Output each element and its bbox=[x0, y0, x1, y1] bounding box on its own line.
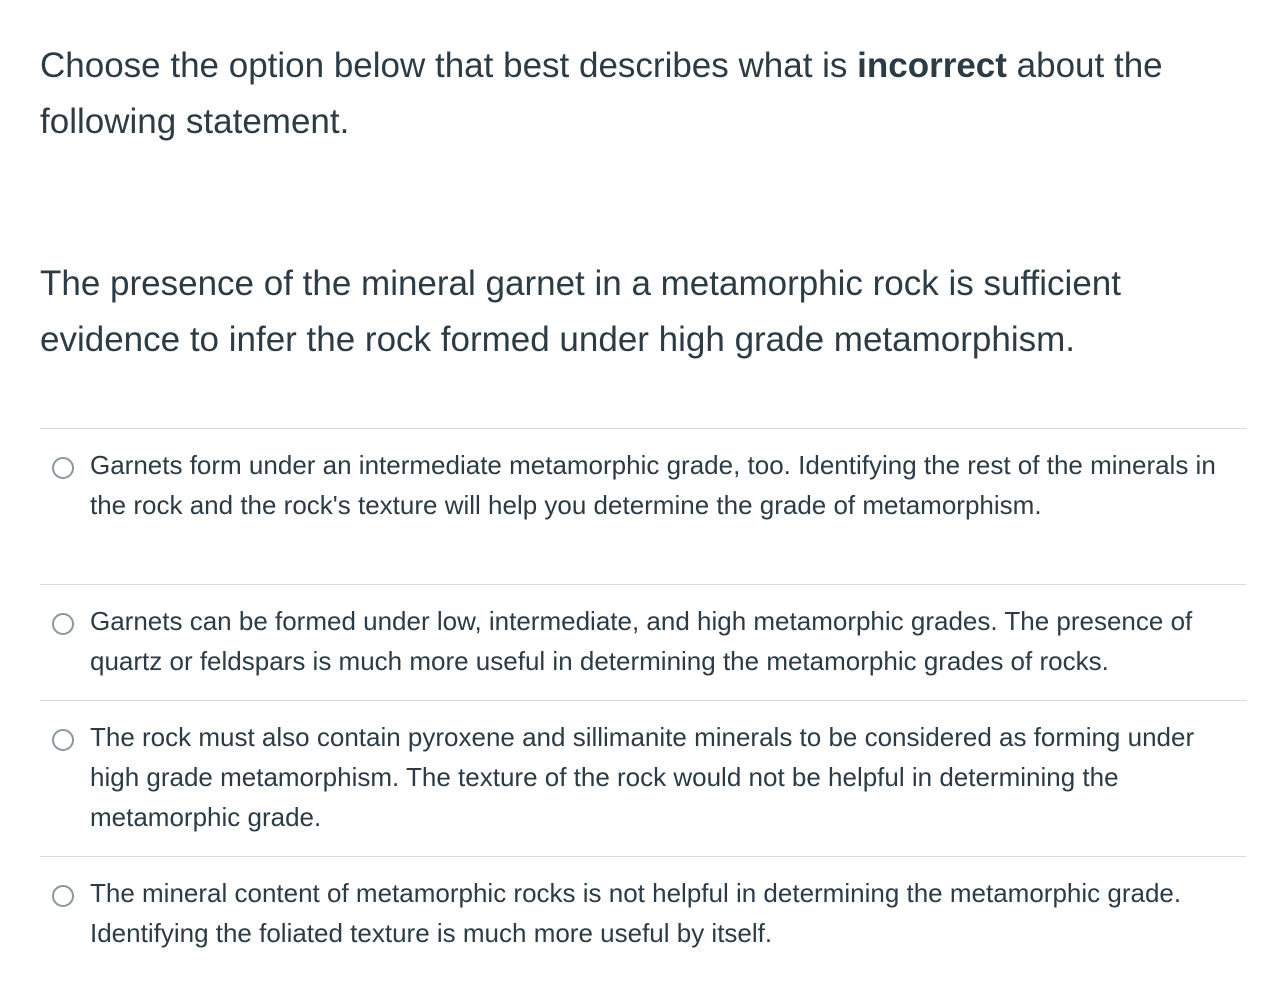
answer-option-2[interactable] bbox=[40, 584, 1246, 700]
answer-label[interactable]: Garnets form under an intermediate metamorphic grade, too. Identifying the rest of the minerals in the rock and the rock's texture will help you determine the grade of metamorphism. bbox=[90, 450, 1216, 520]
answer-label[interactable]: The rock must also contain pyroxene and sillimanite minerals to be considered as forming under high grade metamorphism. The texture of the rock would not be helpful in determining the metamorphic grade. bbox=[90, 722, 1195, 832]
answer-label[interactable]: Garnets can be formed under low, intermediate, and high metamorphic grades. The presence of quartz or feldspars is much more useful in determining the metamorphic grades of rocks. bbox=[90, 606, 1193, 676]
radio-button[interactable] bbox=[52, 613, 74, 635]
prompt-text-start: Choose the option below that best describes what is bbox=[40, 46, 858, 85]
question-statement: The presence of the mineral garnet in a metamorphic rock is sufficient evidence to infer the rock formed under high grade metamorphism. bbox=[40, 264, 1121, 359]
prompt-emphasis: incorrect bbox=[857, 46, 1007, 85]
answer-option-1[interactable] bbox=[40, 428, 1246, 584]
answer-option-4[interactable] bbox=[40, 856, 1246, 982]
question-prompt bbox=[40, 38, 1240, 150]
radio-button[interactable] bbox=[52, 729, 74, 751]
answer-option-3[interactable] bbox=[40, 700, 1246, 856]
answer-list bbox=[40, 428, 1246, 982]
prompt-text-end: about the following statement. bbox=[40, 46, 1163, 141]
radio-button[interactable] bbox=[52, 457, 74, 479]
answer-label[interactable]: The mineral content of metamorphic rocks is not helpful in determining the metamorphic grade. Identifying the foliated texture is much more useful by itself. bbox=[90, 878, 1182, 948]
radio-button[interactable] bbox=[52, 885, 74, 907]
